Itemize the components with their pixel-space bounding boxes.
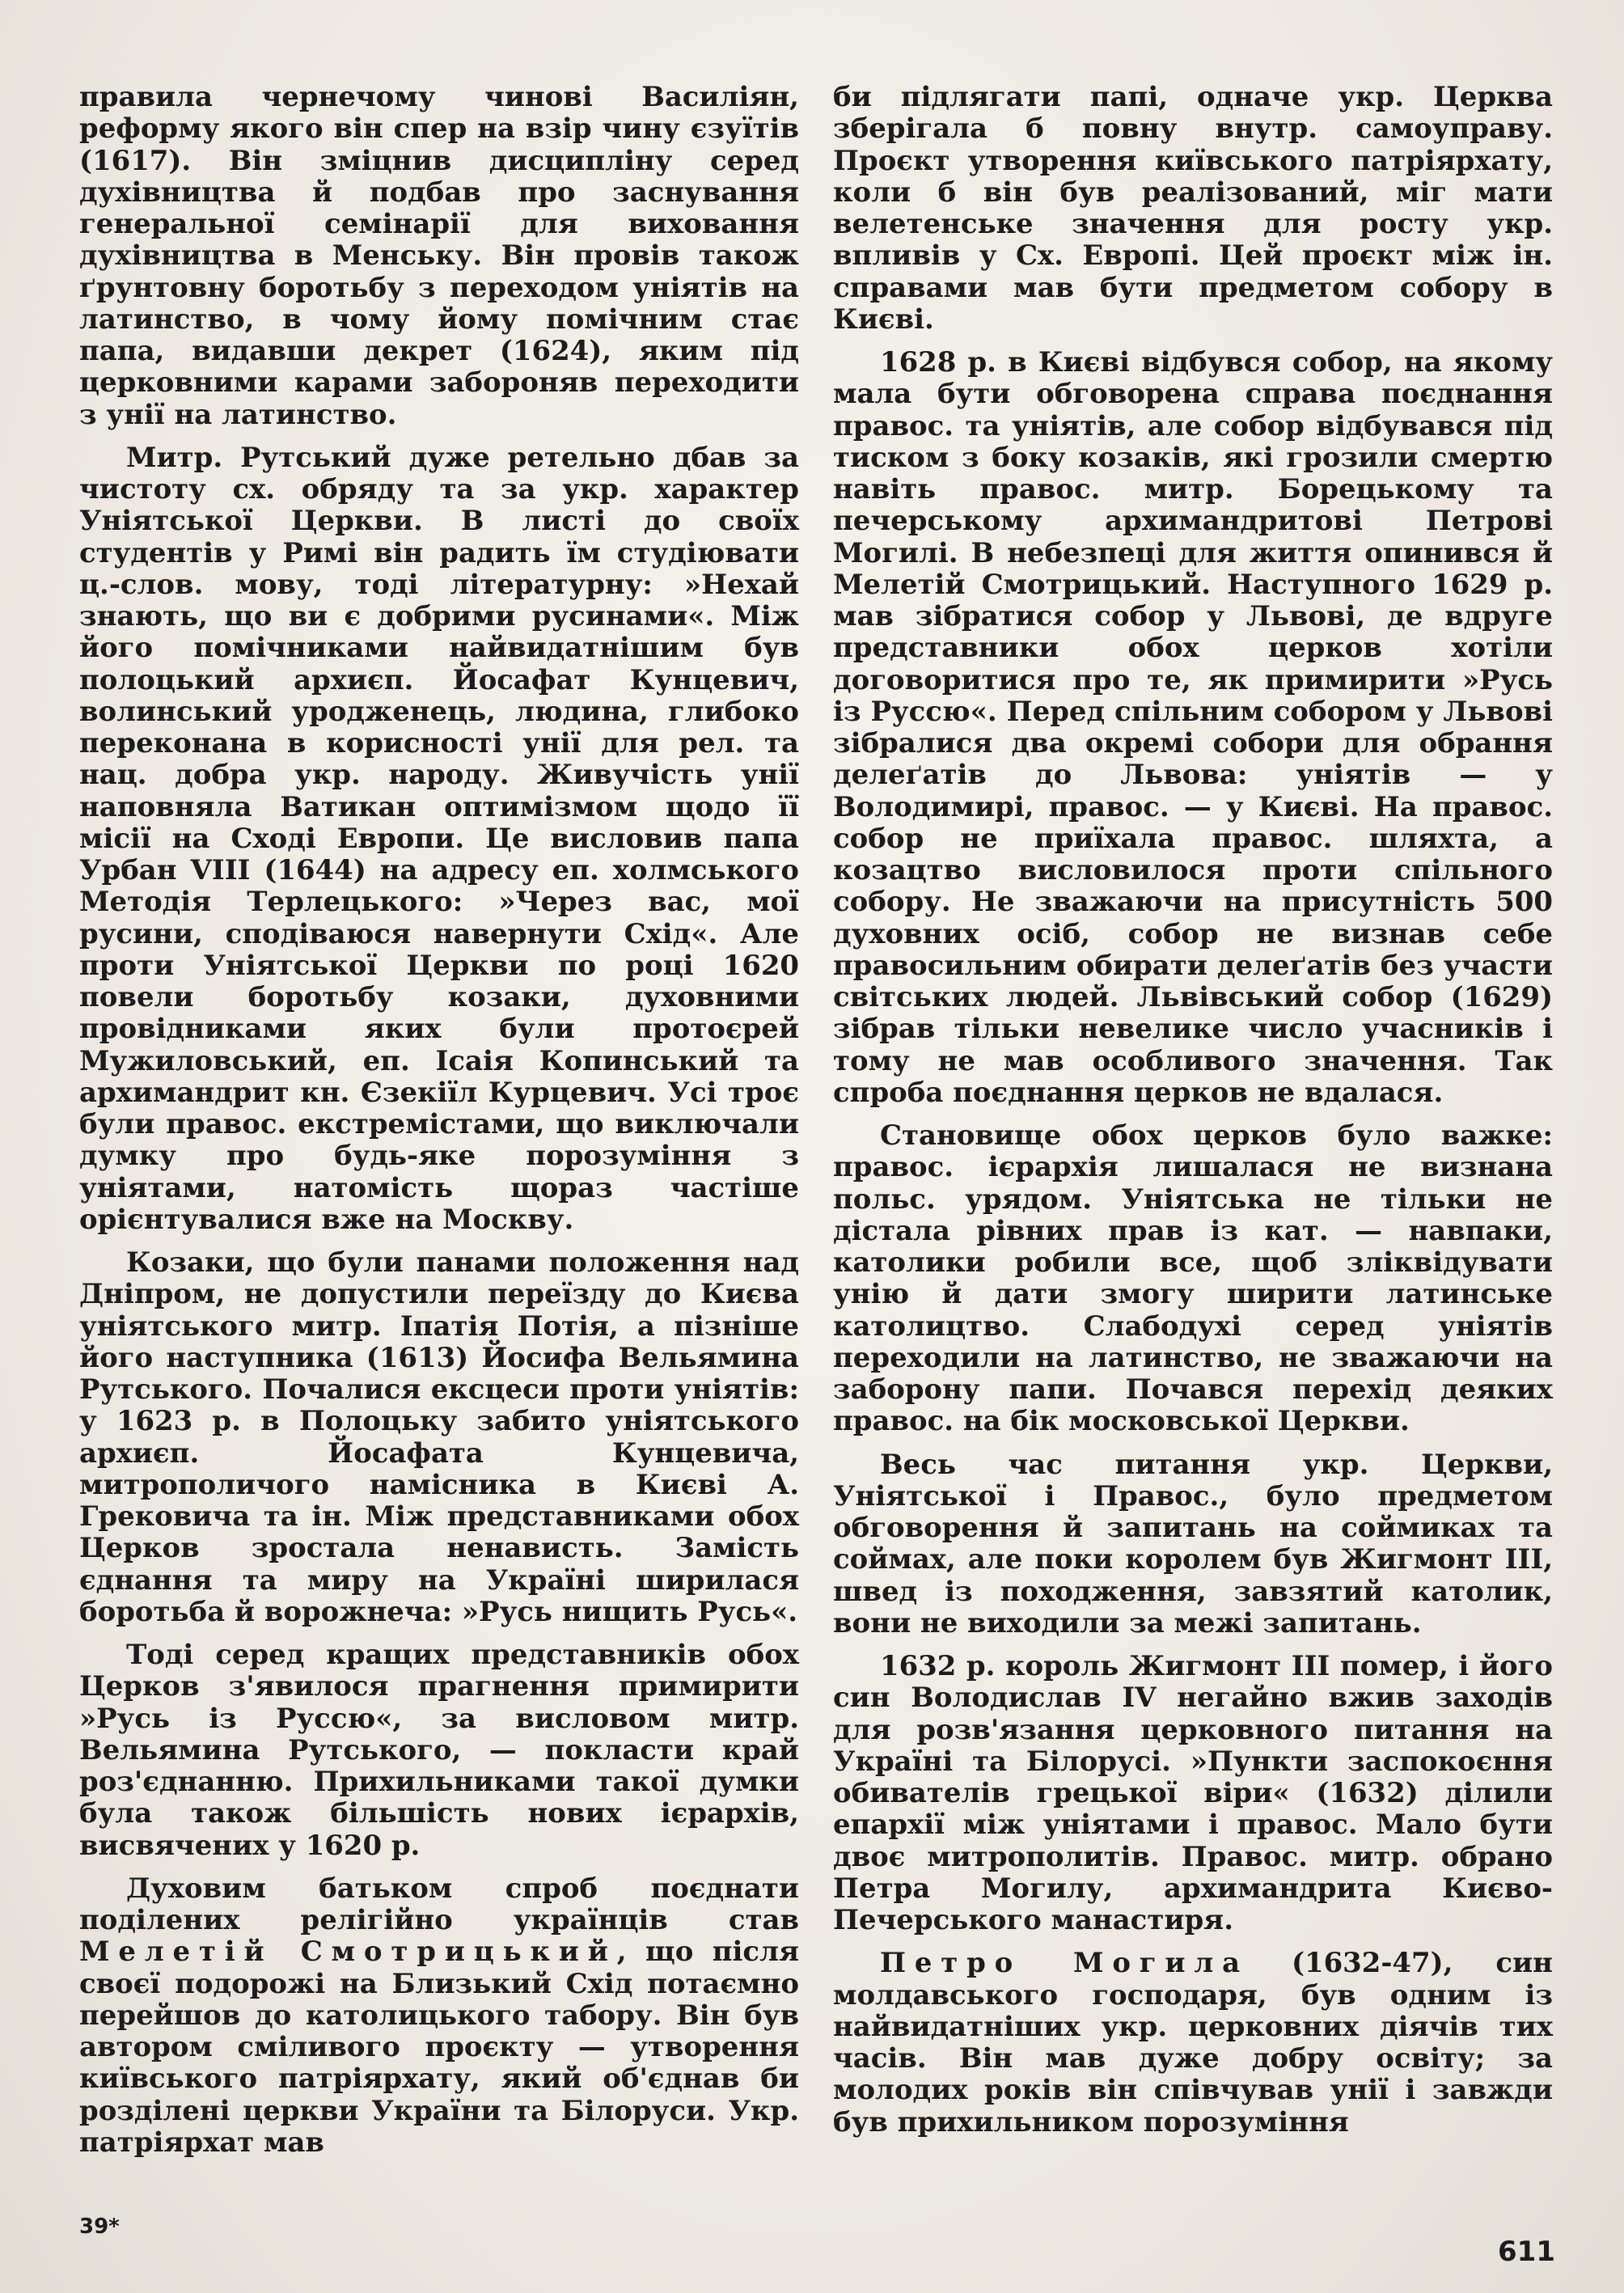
paragraph: 1628 р. в Києві відбувся собор, на якому мала бути обговорена справа поєднання правос. та уніятів, але собор відбувався під тиском з боку козаків, які грозили смертю навіть правос. митр. Борецькому та печерському архимандритові Петрові Могилі. В небезпеці для життя опинився й Мелетій Смотрицький. Наступного 1629 р. мав зібратися собор у Львові, де вдруге представники обох церков хотіли договоритися про те, як примирити »Русь із Руссю«. Перед спільним собором у Львові зібралися два окремі собори для обрання делеґатів до Львова: уніятів — у Володимирі, правос. — у Києві. На правос. собор не приїхала правос. шляхта, а козацтво висловилося проти спільного собору. Не зважаючи на присутність 500 духовних осіб, собор не визнав себе правосильним обирати делеґатів без участи світських людей. Львівський собор (1629) зібрав тільки невелике число учасників і тому не мав особливого значення. Так спроба поєднання церков не вдалася. bbox=[833, 345, 1553, 1108]
paragraph-text: , що після своєї подорожі на Близький Схід потаємно перейшов до католицького табору. Він був автором сміливого проєкту — утворення київського патріярхату, який об'єднав би розділені церкви України та Білоруси. Укр. патріярхат мав bbox=[79, 1935, 799, 2158]
paragraph: Тоді серед кращих представників обох Церков з'явилося прагнення примирити »Русь із Руссю«, за висловом митр. Вельямина Рутського, — покласти край роз'єднанню. Прихильниками такої думки була також більшість нових ієрархів, висвячених у 1620 р. bbox=[79, 1638, 799, 1861]
left-column bbox=[79, 81, 799, 2158]
name-emphasis: Мелетій Смотрицький bbox=[79, 1935, 617, 1968]
paragraph: Весь час питання укр. Церкви, Уніятської і Правос., було предметом обговорення й запитань на соймиках та соймах, але поки королем був Жигмонт III, швед із походження, завзятий католик, вони не виходили за межі запитань. bbox=[833, 1447, 1553, 1639]
paragraph-text: (1632-47), син молдавського господаря, був одним із найвидатніших укр. церковних діячів тих часів. Він мав дуже добру освіту; за молодих років він співчував унії і завжди був прихильником порозуміння bbox=[833, 1946, 1553, 2138]
right-column bbox=[833, 81, 1553, 2138]
paragraph: правила чернечому чинові Василіян, реформу якого він спер на взір чину єзуїтів (1617). Він зміцнив дисципліну серед духівництва й подбав про заснування генеральної семінарії для виховання духівництва в Менську. Він провів також ґрунтовну боротьбу з переходом уніятів на латинство, в чому йому помічним стає папа, видавши декрет (1624), яким під церковними карами забороняв переходити з унії на латинство. bbox=[79, 80, 799, 430]
paragraph-text: Духовим батьком спроб поєднати поділених релігійно українців став bbox=[79, 1871, 799, 1936]
paragraph: 1632 р. король Жигмонт III помер, і його син Володислав IV негайно вжив заходів для розв'язання церковного питання на Україні та Білорусі. »Пункти заспокоєння обивателів грецької віри« (1632) ділили епархії між уніятами і правос. Мало бути двоє митрополитів. Правос. митр. обрано Петра Могилу, архимандрита Києво-Печерського манастиря. bbox=[833, 1649, 1553, 1936]
paragraph: Митр. Рутський дуже ретельно дбав за чистоту сх. обряду та за укр. характер Уніятської Церкви. В листі до своїх студентів у Римі він радить їм студіювати ц.-слов. мову, тоді літературну: »Нехай знають, що ви є добрими русинами«. Між його помічниками найвидатнішим був полоцький архиєп. Йосафат Кунцевич, волинський уродженець, людина, глибоко переконана в корисності унії для рел. та нац. добра укр. народу. Живучість унії наповняла Ватикан оптимізмом щодо її місії на Сході Европи. Це висловив папа Урбан VIII (1644) на адресу еп. холмського Методія Терлецького: »Через вас, мої русини, сподіваюся навернути Схід«. Але проти Уніятської Церкви по році 1620 повели боротьбу козаки, духовними провідниками яких були протоєрей Мужиловський, еп. Ісаія Копинський та архимандрит кн. Єзекіїл Курцевич. Усі троє були правос. екстремістами, що виключали думку про будь-яке порозуміння з уніятами, натомість щораз частіше орієнтувалися вже на Москву. bbox=[79, 440, 799, 1235]
paragraph: Козаки, що були панами положення над Дніпром, не допустили переїзду до Києва уніятського митр. Іпатія Потія, а пізніше його наступника (1613) Йосифа Вельямина Рутського. Почалися ексцеси проти уніятів: у 1623 р. в Полоцьку забито уніятського архиєп. Йосафата Кунцевича, митрополичого намісника в Києві А. Грековича та ін. Між представниками обох Церков зростала ненависть. Замість єднання та миру на Україні ширилася боротьба й ворожнеча: »Русь нищить Русь«. bbox=[79, 1246, 799, 1627]
paragraph: Становище обох церков було важке: правос. ієрархія лишалася не визнана польс. урядом. Уніятська не тільки не дістала рівних прав із кат. — навпаки, католики робили все, щоб зліквідувати унію й дати змогу ширити латинське католицтво. Слабодухі серед уніятів переходили на латинство, не зважаючи на заборону папи. Почався перехід деяких правос. на бік московської Церкви. bbox=[833, 1119, 1553, 1437]
name-emphasis: Петро Могила bbox=[880, 1946, 1249, 1979]
paragraph bbox=[79, 1872, 799, 2158]
paragraph bbox=[833, 1947, 1553, 2138]
page-number: 611 bbox=[1498, 2236, 1555, 2268]
signature-mark: 39* bbox=[79, 2215, 120, 2239]
paragraph: би підлягати папі, одначе укр. Церква зберігала б повну внутр. самоуправу. Проєкт утворення київського патріярхату, коли б він був реалізований, міг мати велетенське значення для росту укр. впливів у Сх. Европі. Цей проєкт між ін. справами мав бути предметом собору в Києві. bbox=[833, 80, 1553, 335]
